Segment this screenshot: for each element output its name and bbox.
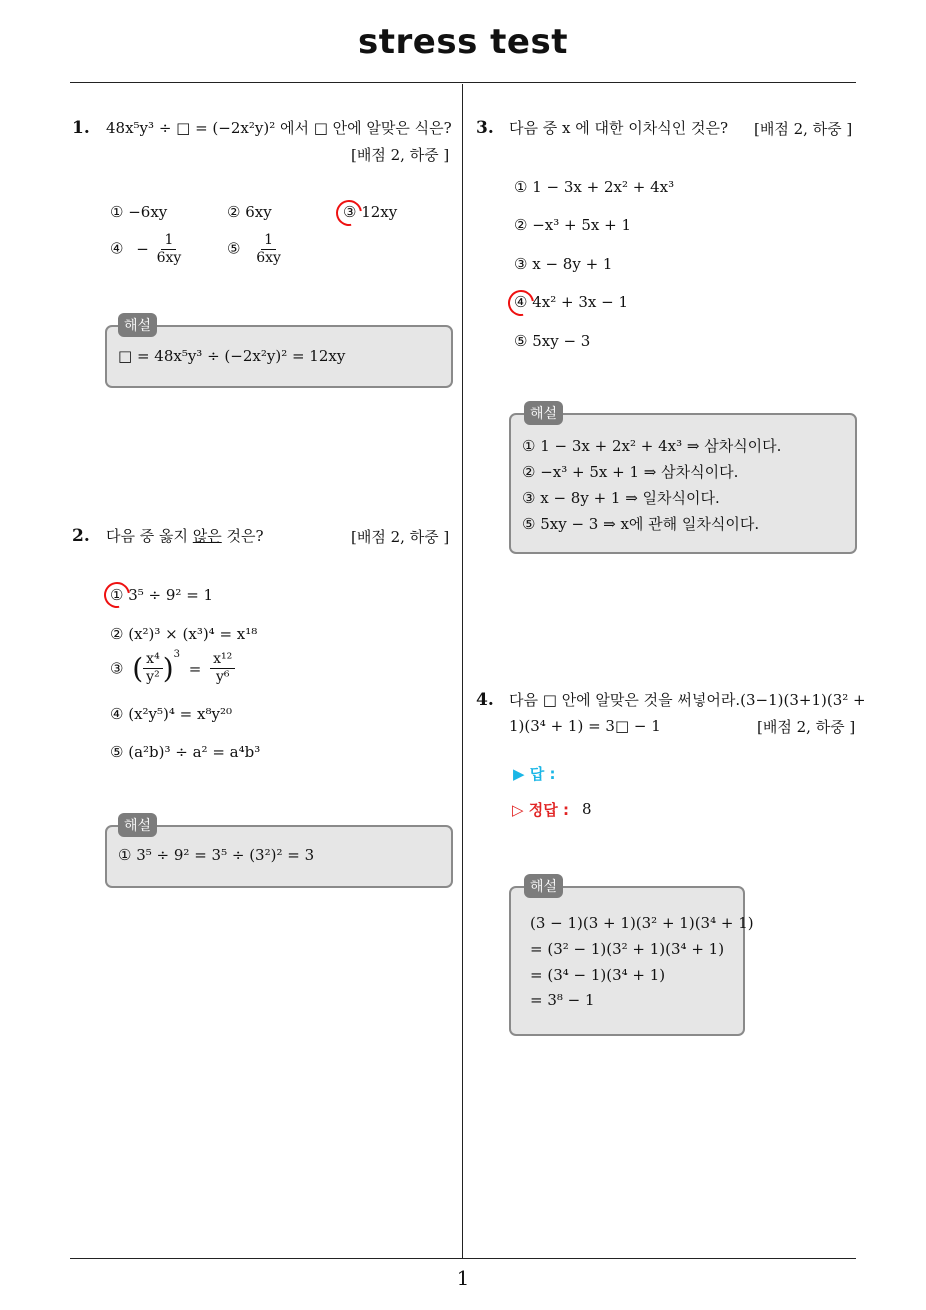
q2-option-3-number: ③ <box>110 659 124 678</box>
q2-text-c: 것은? <box>221 527 264 545</box>
q1-option-4-fraction <box>154 232 185 267</box>
q2-option-3[interactable] <box>110 651 235 686</box>
q2-text <box>106 524 264 548</box>
q3-option-2[interactable]: ② −x³ + 5x + 1 <box>514 216 632 234</box>
q2-text-a: 다음 중 옳지 <box>106 527 193 545</box>
q3-solution-tag: 해설 <box>524 401 563 425</box>
q2-option-3-exponent: 3 <box>173 649 181 660</box>
q1-option-1[interactable]: ① −6xy <box>110 203 168 221</box>
q3-solution-line-1: ① 1 − 3x + 2x² + 4x³ ⇒ 삼차식이다. <box>522 437 782 455</box>
q2-text-underlined: 않은 <box>192 527 222 545</box>
q1-option-5-number: ⑤ <box>227 239 241 258</box>
q3-solution-line-3: ③ x − 8y + 1 ⇒ 일차식이다. <box>522 489 720 507</box>
q4-correct-value: 8 <box>582 800 592 818</box>
q1-option-5-fraction <box>253 232 284 267</box>
q2-option-3-fraction-right <box>210 651 235 686</box>
q4-solution-line-1: (3 − 1)(3 + 1)(3² + 1)(3⁴ + 1) <box>530 914 754 932</box>
page-number: 1 <box>456 1266 470 1290</box>
top-rule <box>70 82 856 83</box>
q2-option-3-rdenominator: y⁶ <box>215 669 230 685</box>
q2-option-4[interactable]: ④ (x²y⁵)⁴ = x⁸y²⁰ <box>110 705 232 723</box>
column-divider <box>462 84 463 1258</box>
q4-correct-label: ▷ 정답 : <box>512 801 569 819</box>
page-title: stress test <box>358 22 568 62</box>
q2-option-3-denominator: y² <box>146 669 160 685</box>
q3-solution-line-2: ② −x³ + 5x + 1 ⇒ 삼차식이다. <box>522 463 739 481</box>
q3-number: 3. <box>476 118 494 138</box>
q1-option-4[interactable] <box>110 232 184 267</box>
q4-text-line-1: 다음 □ 안에 알맞은 것을 써넣어라.(3−1)(3+1)(3² + <box>509 691 866 709</box>
q1-option-5[interactable] <box>227 232 284 267</box>
q1-option-5-denominator: 6xy <box>256 250 281 266</box>
q2-option-5[interactable]: ⑤ (a²b)³ ÷ a² = a⁴b³ <box>110 743 261 761</box>
q2-solution-line: ① 3⁵ ÷ 9² = 3⁵ ÷ (3²)² = 3 <box>118 846 315 864</box>
q1-option-4-number: ④ <box>110 239 124 258</box>
q3-option-1[interactable]: ① 1 − 3x + 2x² + 4x³ <box>514 178 675 196</box>
q4-solution-box <box>509 886 745 1036</box>
q1-option-4-denominator: 6xy <box>156 250 182 266</box>
q1-option-4-sign: − <box>136 239 149 258</box>
q1-option-3[interactable]: ③ 12xy <box>343 203 398 221</box>
bottom-rule <box>70 1258 856 1259</box>
q3-score: [배점 2, 하중 ] <box>754 120 853 138</box>
q2-option-3-rnumerator: x¹² <box>210 651 235 669</box>
q3-selected-mark-icon <box>503 285 539 321</box>
q1-option-5-numerator: 1 <box>261 232 276 250</box>
q2-solution-tag: 해설 <box>118 813 157 837</box>
q2-option-2[interactable]: ② (x²)³ × (x³)⁴ = x¹⁸ <box>110 625 258 643</box>
q1-number: 1. <box>72 118 90 138</box>
q3-text: 다음 중 x 에 대한 이차식인 것은? <box>509 119 728 137</box>
q4-solution-line-2: = (3² − 1)(3² + 1)(3⁴ + 1) <box>530 940 725 958</box>
q2-score: [배점 2, 하중 ] <box>351 528 450 546</box>
q4-answer-label: ▶ 답 : <box>513 765 556 783</box>
q1-solution-tag: 해설 <box>118 313 157 337</box>
q1-option-4-numerator: 1 <box>161 232 176 250</box>
q2-option-3-equals: = <box>188 659 202 678</box>
q4-solution-line-3: = (3⁴ − 1)(3⁴ + 1) <box>530 966 666 984</box>
q2-selected-mark-icon <box>99 577 135 613</box>
q2-option-1[interactable]: ① 3⁵ ÷ 9² = 1 <box>110 586 214 604</box>
q2-option-3-lparen: ( <box>132 652 144 685</box>
q4-text-line-2: 1)(3⁴ + 1) = 3□ − 1 <box>509 717 661 735</box>
q2-number: 2. <box>72 526 90 546</box>
q1-option-2[interactable]: ② 6xy <box>227 203 272 221</box>
q3-option-3[interactable]: ③ x − 8y + 1 <box>514 255 613 273</box>
q4-solution-tag: 해설 <box>524 874 563 898</box>
q1-text: 48x⁵y³ ÷ □ = (−2x²y)² 에서 □ 안에 알맞은 식은? <box>106 119 452 137</box>
q1-selected-mark-icon <box>331 195 367 231</box>
q3-solution-line-4: ⑤ 5xy − 3 ⇒ x에 관해 일차식이다. <box>522 515 760 533</box>
q4-solution-line-4: = 3⁸ − 1 <box>530 991 595 1009</box>
q2-option-3-rparen: ) <box>162 652 174 685</box>
q3-option-5[interactable]: ⑤ 5xy − 3 <box>514 332 591 350</box>
q1-solution-line: □ = 48x⁵y³ ÷ (−2x²y)² = 12xy <box>118 347 346 365</box>
q2-option-3-numerator: x⁴ <box>143 651 163 669</box>
q4-score: [배점 2, 하중 ] <box>757 718 856 736</box>
q2-option-3-fraction-left <box>143 651 163 686</box>
q3-option-4[interactable]: ④ 4x² + 3x − 1 <box>514 293 628 311</box>
q4-number: 4. <box>476 690 494 710</box>
q1-score: [배점 2, 하중 ] <box>351 146 450 164</box>
